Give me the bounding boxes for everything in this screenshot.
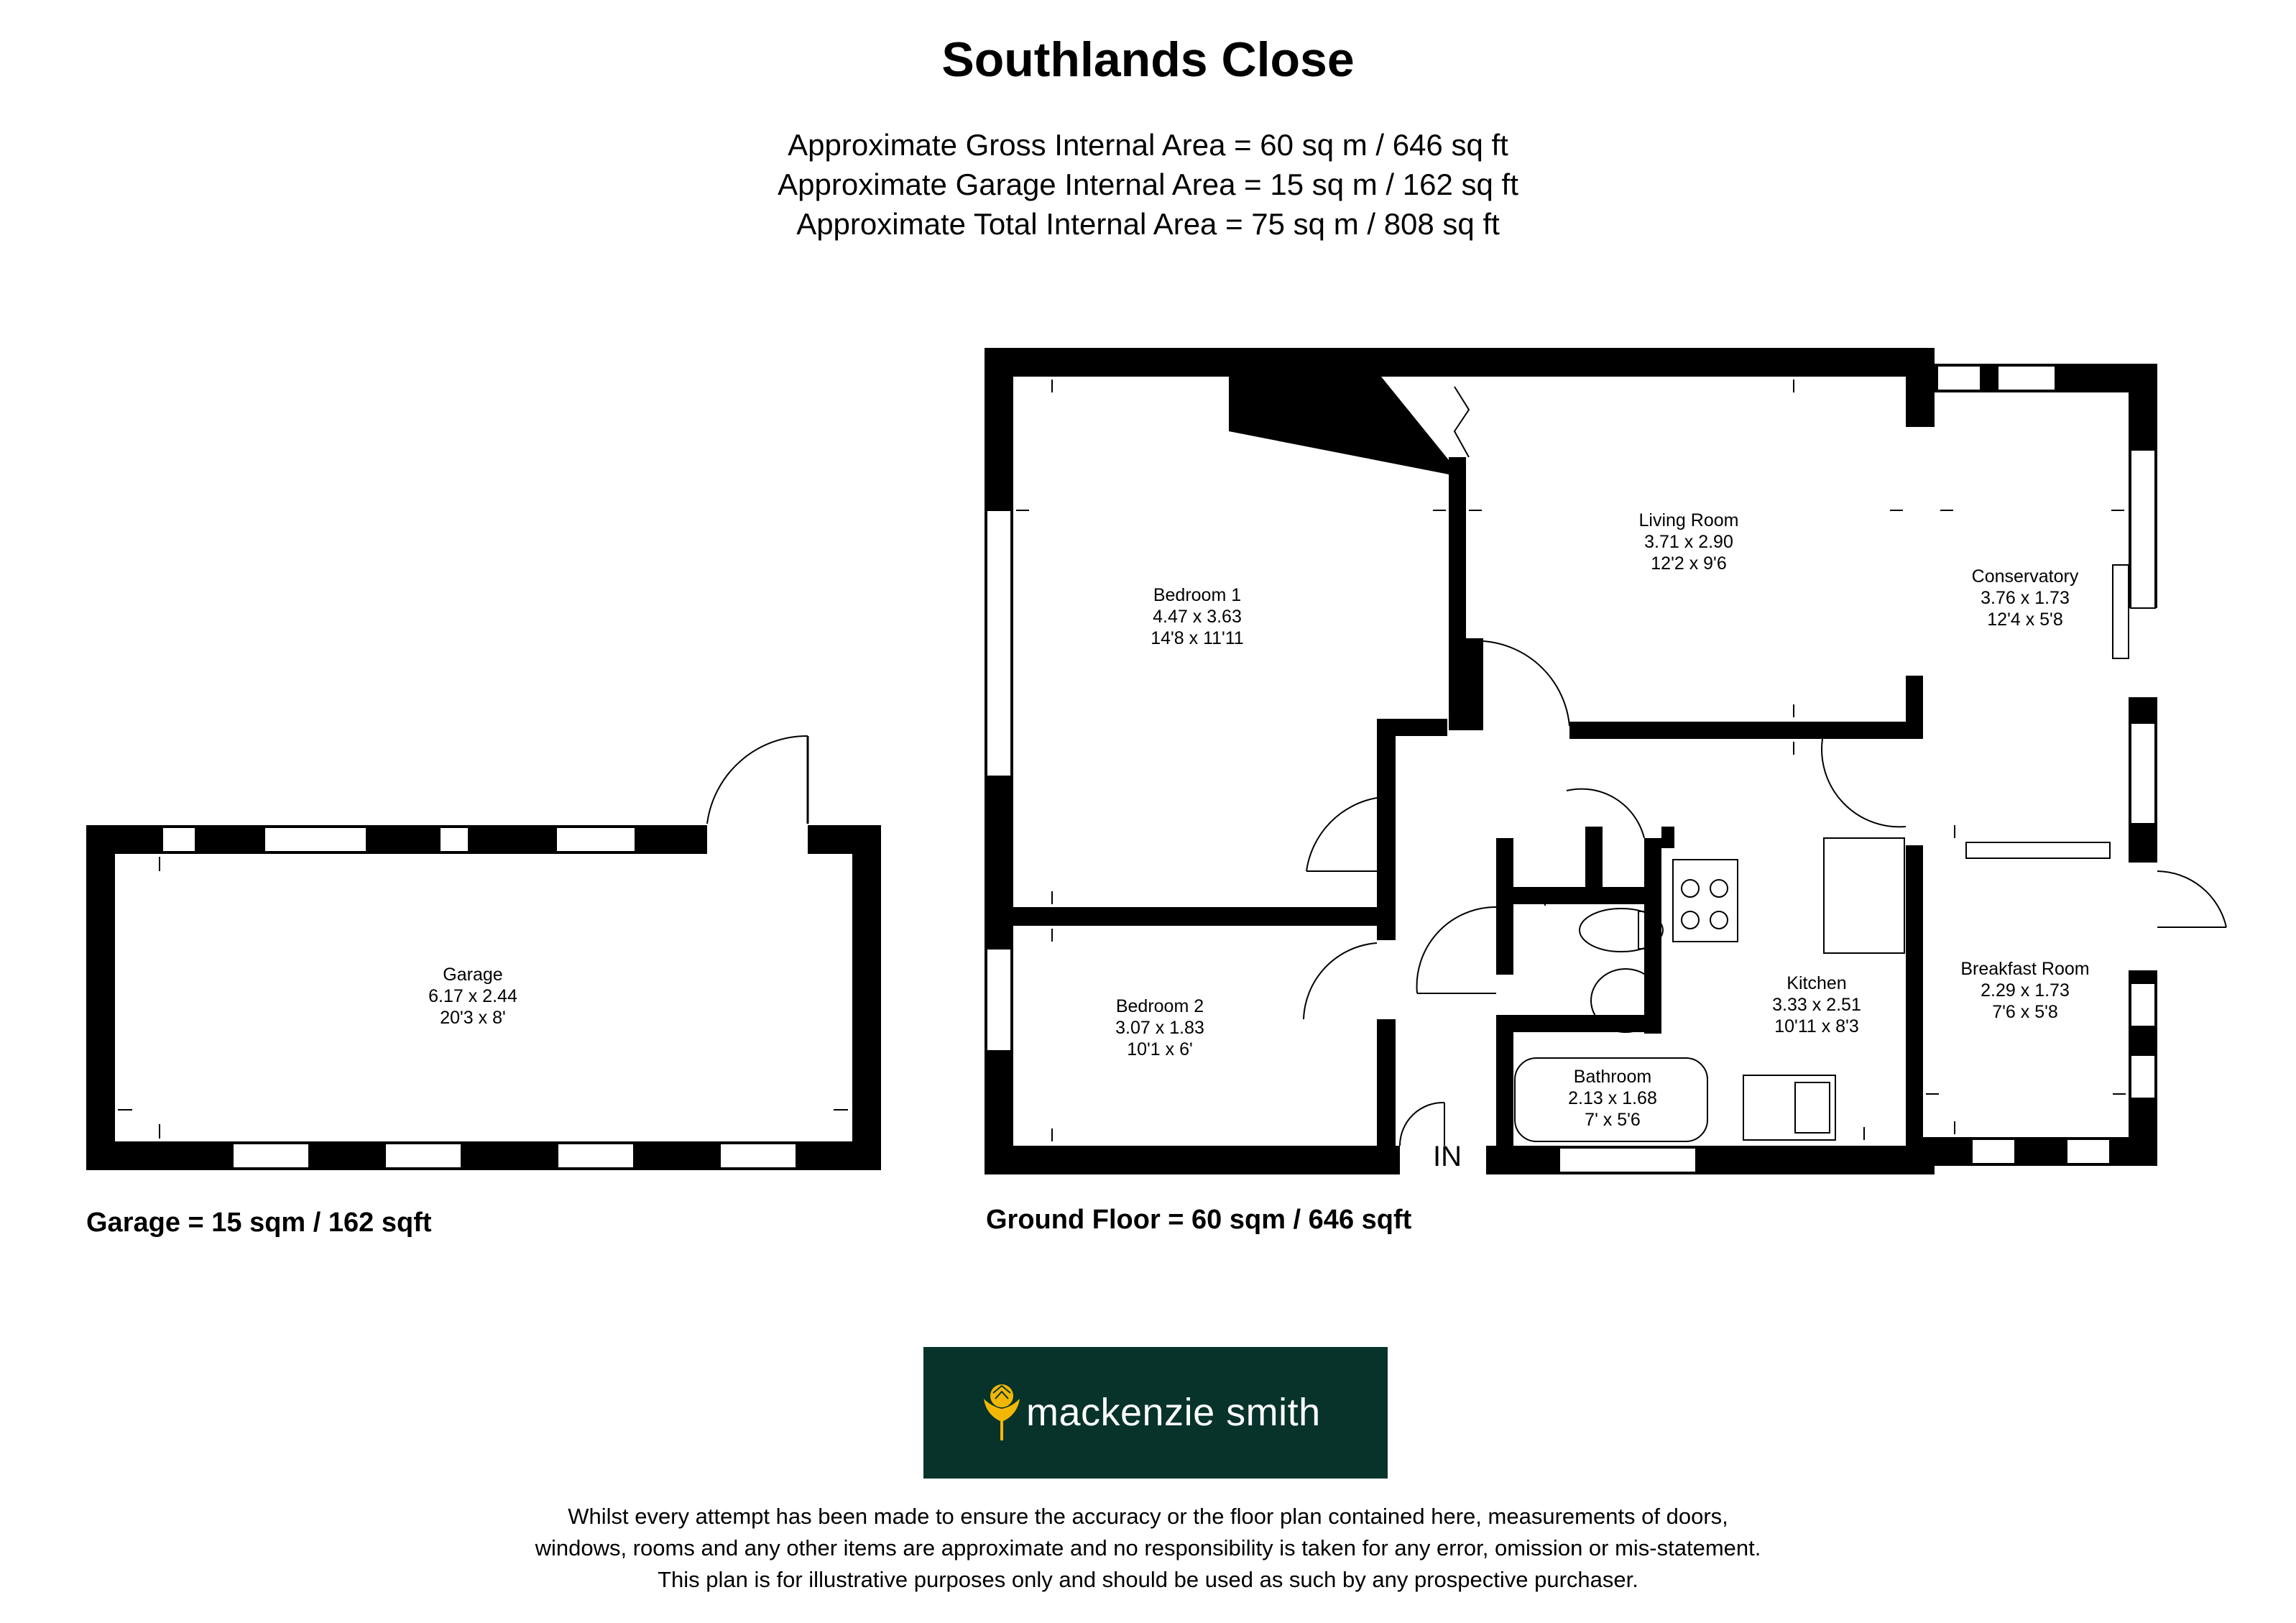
kitchen-sink-fixture [1743, 1075, 1835, 1140]
bathroom-imperial: 7' x 5'6 [1585, 1110, 1641, 1130]
garage-name: Garage [443, 965, 503, 985]
bathroom-name: Bathroom [1573, 1067, 1652, 1087]
bedroom2-name: Bedroom 2 [1115, 996, 1204, 1016]
bedroom2-metric: 3.07 x 1.83 [1115, 1018, 1204, 1038]
bedroom2-imperial: 10'1 x 6' [1127, 1039, 1193, 1059]
hob-fixture [1673, 860, 1738, 942]
ground-floor-caption: Ground Floor = 60 sqm / 646 sqft [986, 1205, 1412, 1235]
room-label-bathroom [1568, 1067, 1657, 1130]
total-area-line: Approximate Total Internal Area = 75 sq m / 808 sq ft [796, 207, 1500, 241]
kitchen-metric: 3.33 x 2.51 [1772, 995, 1861, 1015]
conservatory-name: Conservatory [1971, 566, 2079, 587]
room-label-kitchen [1772, 973, 1861, 1036]
breakfast-imperial: 7'6 x 5'8 [1992, 1002, 2058, 1022]
agency-logo [923, 1347, 1388, 1479]
plan-title: Southlands Close [941, 32, 1355, 87]
living-metric: 3.71 x 2.90 [1644, 532, 1733, 552]
garage-door [707, 736, 808, 855]
worktop-fixture [1824, 838, 1904, 953]
garage-imperial: 20'3 x 8' [440, 1008, 506, 1028]
bedroom1-metric: 4.47 x 3.63 [1153, 607, 1242, 627]
disclaimer-line-1: Whilst every attempt has been made to ensure the accuracy or the floor plan contained here, measurements of doors, [568, 1504, 1728, 1529]
garage-metric: 6.17 x 2.44 [428, 986, 517, 1006]
room-label-conservatory [1972, 566, 2079, 630]
room-label-living [1639, 510, 1739, 574]
thistle-icon [981, 1380, 1023, 1442]
bedroom1-name: Bedroom 1 [1153, 585, 1242, 605]
conservatory-metric: 3.76 x 1.73 [1981, 588, 2070, 608]
garage-area-line: Approximate Garage Internal Area = 15 sq m / 162 sq ft [778, 167, 1518, 201]
entrance-label: IN [1433, 1141, 1462, 1172]
living-imperial: 12'2 x 9'6 [1651, 553, 1727, 574]
door-swings [1304, 387, 2226, 1146]
disclaimer [0, 1501, 2296, 1596]
conservatory-imperial: 12'4 x 5'8 [1987, 610, 2063, 630]
kitchen-name: Kitchen [1786, 973, 1847, 993]
room-label-garage [428, 965, 517, 1028]
room-label-bedroom1 [1151, 585, 1244, 648]
bedroom1-imperial: 14'8 x 11'11 [1151, 628, 1244, 648]
gross-area-line: Approximate Gross Internal Area = 60 sq m / 646 sq ft [788, 128, 1508, 162]
breakfast-metric: 2.29 x 1.73 [1981, 980, 2070, 1001]
disclaimer-line-3: This plan is for illustrative purposes only and should be used as such by any prospective purchaser. [658, 1567, 1638, 1592]
room-label-bedroom2 [1115, 996, 1204, 1059]
kitchen-imperial: 10'11 x 8'3 [1774, 1016, 1859, 1036]
breakfast-name: Breakfast Room [1960, 959, 2090, 979]
wall-openings [1400, 427, 2160, 1177]
living-name: Living Room [1638, 510, 1739, 530]
disclaimer-line-2: windows, rooms and any other items are approximate and no responsibility is taken for any error, omission or mis-statement. [535, 1535, 1761, 1560]
bathroom-metric: 2.13 x 1.68 [1568, 1088, 1657, 1108]
garage-caption: Garage = 15 sqm / 162 sqft [86, 1208, 432, 1238]
agency-logo-text: mackenzie smith [1026, 1391, 1321, 1434]
room-label-breakfast [1960, 959, 2089, 1022]
